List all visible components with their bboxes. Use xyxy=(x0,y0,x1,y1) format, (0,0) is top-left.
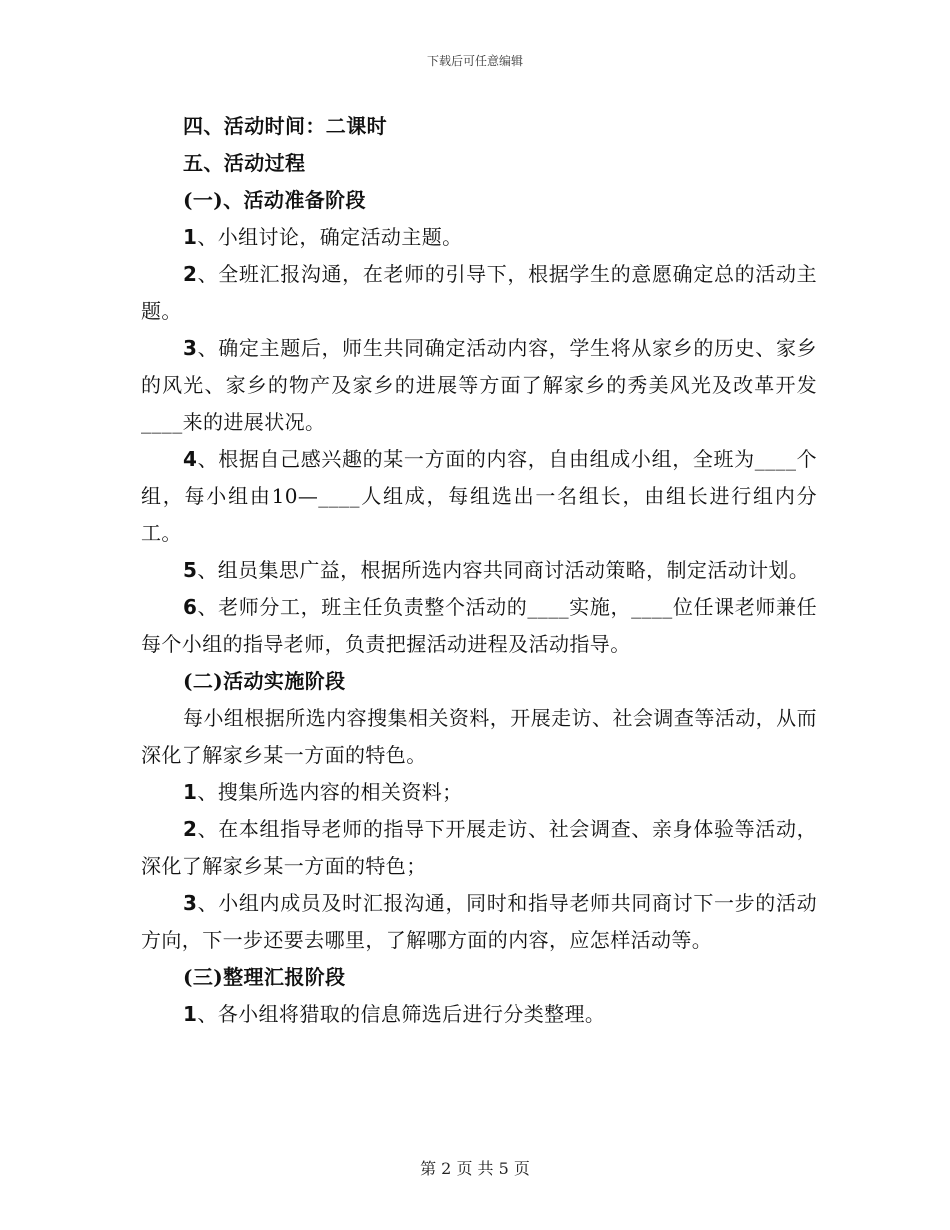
paragraph-text: 每小组根据所选内容搜集相关资料，开展走访、社会调查等活动，从而深化了解家乡某一方面的特色。 xyxy=(141,706,817,767)
item-number: 3 xyxy=(183,336,198,360)
paragraph-text: 、各小组将猎取的信息筛选后进行分类整理。 xyxy=(197,1002,606,1026)
subsection-heading xyxy=(141,182,817,219)
list-item xyxy=(141,256,817,330)
list-item xyxy=(141,219,817,256)
paragraph-text: 五、活动过程 xyxy=(183,151,306,175)
paragraph-text: (二)活动实施阶段 xyxy=(183,669,346,693)
item-number: 1 xyxy=(183,1002,198,1026)
subsection-heading xyxy=(141,959,817,996)
paragraph-text: (三)整理汇报阶段 xyxy=(183,965,346,989)
item-number: 5 xyxy=(183,558,198,582)
item-number: 1 xyxy=(183,780,198,804)
paragraph-text: 四、活动时间：二课时 xyxy=(183,114,387,138)
list-item xyxy=(141,774,817,811)
document-body xyxy=(141,108,817,1033)
paragraph-text: 、搜集所选内容的相关资料； xyxy=(197,780,463,804)
paragraph-text: (一)、活动准备阶段 xyxy=(183,188,366,212)
page-header: 下载后可任意编辑 xyxy=(426,54,523,68)
item-number: 2 xyxy=(183,817,198,841)
item-number: 2 xyxy=(183,262,198,286)
list-item xyxy=(141,589,817,663)
paragraph-text: 、老师分工，班主任负责整个活动的____实施，____位任课老师兼任每个小组的指导老师，负责把握活动进程及活动指导。 xyxy=(141,595,817,656)
subsection-heading xyxy=(141,663,817,700)
section-heading xyxy=(141,145,817,182)
section-heading xyxy=(141,108,817,145)
list-item xyxy=(141,885,817,959)
list-item xyxy=(141,330,817,441)
page-number: 第 2 页 共 5 页 xyxy=(420,1159,530,1178)
paragraph-text: 、确定主题后，师生共同确定活动内容，学生将从家乡的历史、家乡的风光、家乡的物产及家乡的进展等方面了解家乡的秀美风光及改革开发____来的进展状况。 xyxy=(141,336,817,434)
body-paragraph xyxy=(141,700,817,774)
list-item xyxy=(141,811,817,885)
paragraph-text: 、全班汇报沟通，在老师的引导下，根据学生的意愿确定总的活动主题。 xyxy=(141,262,817,323)
item-number: 4 xyxy=(183,447,198,471)
paragraph-text: 、在本组指导老师的指导下开展走访、社会调查、亲身体验等活动，深化了解家乡某一方面的特色； xyxy=(141,817,817,878)
item-number: 3 xyxy=(183,891,198,915)
paragraph-text: 、小组讨论，确定活动主题。 xyxy=(197,225,463,249)
paragraph-text: 、根据自己感兴趣的某一方面的内容，自由组成小组，全班为____个组，每小组由10—____人组成，每组选出一名组长，由组长进行组内分工。 xyxy=(141,447,817,545)
list-item xyxy=(141,552,817,589)
list-item xyxy=(141,996,817,1033)
paragraph-text: 、小组内成员及时汇报沟通，同时和指导老师共同商讨下一步的活动方向，下一步还要去哪里，了解哪方面的内容，应怎样活动等。 xyxy=(141,891,817,952)
item-number: 6 xyxy=(183,595,198,619)
list-item xyxy=(141,441,817,552)
paragraph-text: 、组员集思广益，根据所选内容共同商讨活动策略，制定活动计划。 xyxy=(197,558,810,582)
item-number: 1 xyxy=(183,225,198,249)
